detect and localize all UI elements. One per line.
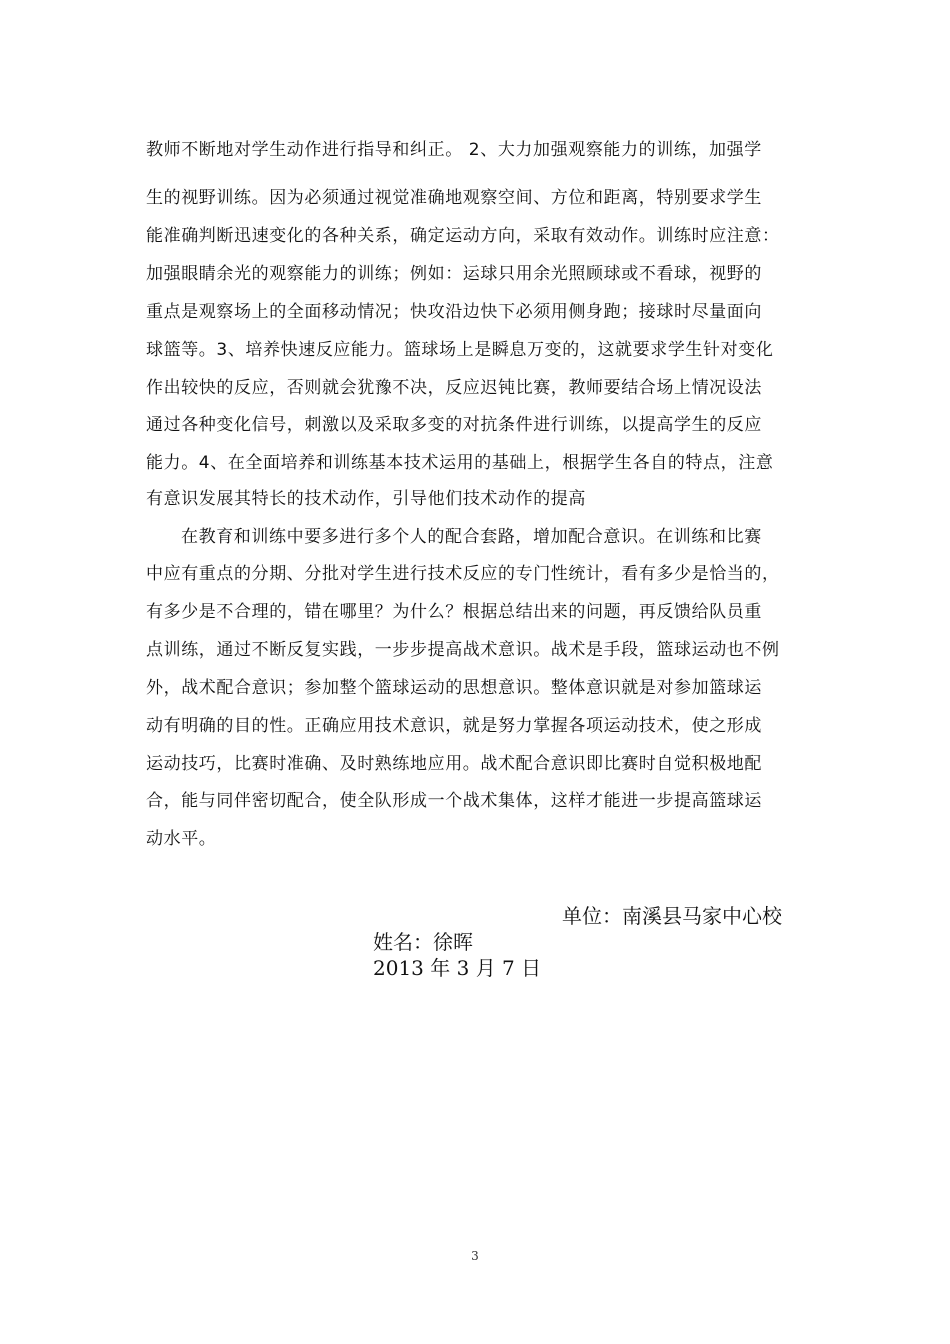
paragraph-2-line-3: 有多少是不合理的，错在哪里？为什么？根据总结出来的问题，再反馈给队员重 (146, 602, 762, 622)
paragraph-1-line-1: 教师不断地对学生动作进行指导和纠正。 2、大力加强观察能力的训练，加强学 (146, 140, 762, 160)
paragraph-1-line-4: 加强眼睛余光的观察能力的训练；例如：运球只用余光照顾球或不看球，视野的 (146, 264, 762, 284)
paragraph-1-line-10: 有意识发展其特长的技术动作，引导他们技术动作的提高 (146, 489, 586, 509)
signature-date: 2013 年 3 月 7 日 (373, 956, 542, 980)
paragraph-1-line-9: 能力。4、在全面培养和训练基本技术运用的基础上，根据学生各自的特点，注意 (146, 453, 774, 473)
paragraph-2-line-6: 动有明确的目的性。正确应用技术意识，就是努力掌握各项运动技术，使之形成 (146, 716, 762, 736)
paragraph-2-line-7: 运动技巧，比赛时准确、及时熟练地应用。战术配合意识即比赛时自觉积极地配 (146, 754, 762, 774)
signature-name: 姓名：徐晖 (373, 930, 473, 954)
paragraph-2-line-5: 外，战术配合意识；参加整个篮球运动的思想意识。整体意识就是对参加篮球运 (146, 678, 762, 698)
paragraph-2-line-8: 合，能与同伴密切配合，使全队形成一个战术集体，这样才能进一步提高篮球运 (146, 791, 762, 811)
paragraph-1-line-5: 重点是观察场上的全面移动情况；快攻沿边快下必须用侧身跑；接球时尽量面向 (146, 302, 762, 322)
paragraph-1-line-7: 作出较快的反应，否则就会犹豫不决，反应迟钝比赛，教师要结合场上情况设法 (146, 378, 762, 398)
paragraph-1-line-2: 生的视野训练。因为必须通过视觉准确地观察空间、方位和距离，特别要求学生 (146, 188, 762, 208)
paragraph-1-line-6: 球篮等。3、培养快速反应能力。篮球场上是瞬息万变的，这就要求学生针对变化 (146, 340, 774, 360)
paragraph-2-line-4: 点训练，通过不断反复实践，一步步提高战术意识。战术是手段，篮球运动也不例 (146, 640, 780, 660)
paragraph-2-line-2: 中应有重点的分期、分批对学生进行技术反应的专门性统计，看有多少是恰当的， (146, 564, 780, 584)
paragraph-2-line-1: 在教育和训练中要多进行多个人的配合套路，增加配合意识。在训练和比赛 (181, 527, 762, 547)
paragraph-2-line-9: 动水平。 (146, 829, 217, 849)
page-number: 3 (471, 1249, 479, 1263)
signature-unit: 单位：南溪县马家中心校 (562, 904, 782, 928)
paragraph-1-line-8: 通过各种变化信号，刺激以及采取多变的对抗条件进行训练，以提高学生的反应 (146, 415, 762, 435)
paragraph-1-line-3: 能准确判断迅速变化的各种关系，确定运动方向，采取有效动作。训练时应注意： (146, 226, 780, 246)
